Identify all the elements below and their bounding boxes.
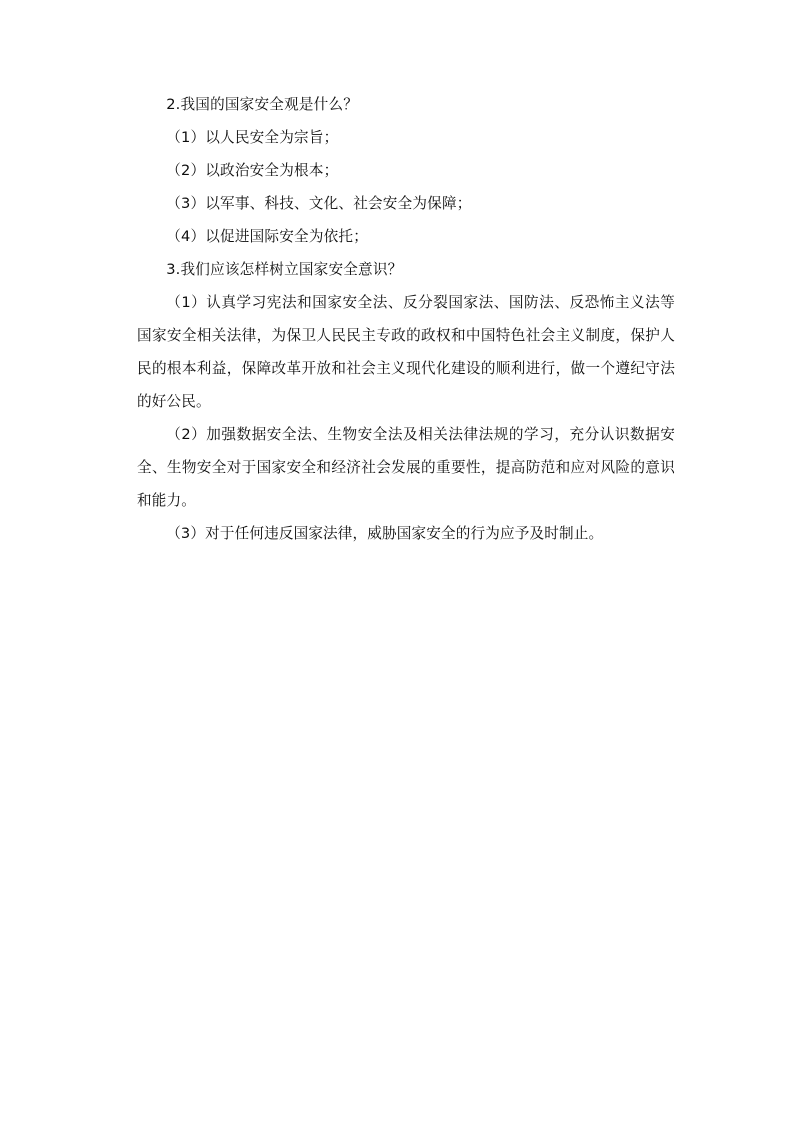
question-3-answer-2: （2）加强数据安全法、生物安全法及相关法律法规的学习，充分认识数据安全、生物安全对于国家安全和经济社会发展的重要性，提高防范和应对风险的意识和能力。 — [137, 426, 675, 509]
question-3-heading: 3.我们应该怎样树立国家安全意识？ — [166, 261, 403, 278]
question-2-heading: 2.我国的国家安全观是什么？ — [166, 96, 359, 113]
question-2-answer-3: （3）以军事、科技、文化、社会安全为保障； — [166, 195, 472, 212]
question-2-answer-4: （4）以促进国际安全为依托； — [166, 228, 368, 245]
document-body — [137, 88, 675, 550]
question-3-answer-3: （3）对于任何违反国家法律，威胁国家安全的行为应予及时制止。 — [166, 525, 604, 542]
question-2-answer-1: （1）以人民安全为宗旨； — [166, 129, 339, 146]
question-3-answer-1: （1）认真学习宪法和国家安全法、反分裂国家法、国防法、反恐怖主义法等国家安全相关法律，为保卫人民民主专政的政权和中国特色社会主义制度，保护人民的根本利益，保障改革开放和社会主义现代化建设的顺利进行，做一个遵纪守法的好公民。 — [137, 294, 675, 410]
question-2-answer-2: （2）以政治安全为根本； — [166, 162, 339, 179]
